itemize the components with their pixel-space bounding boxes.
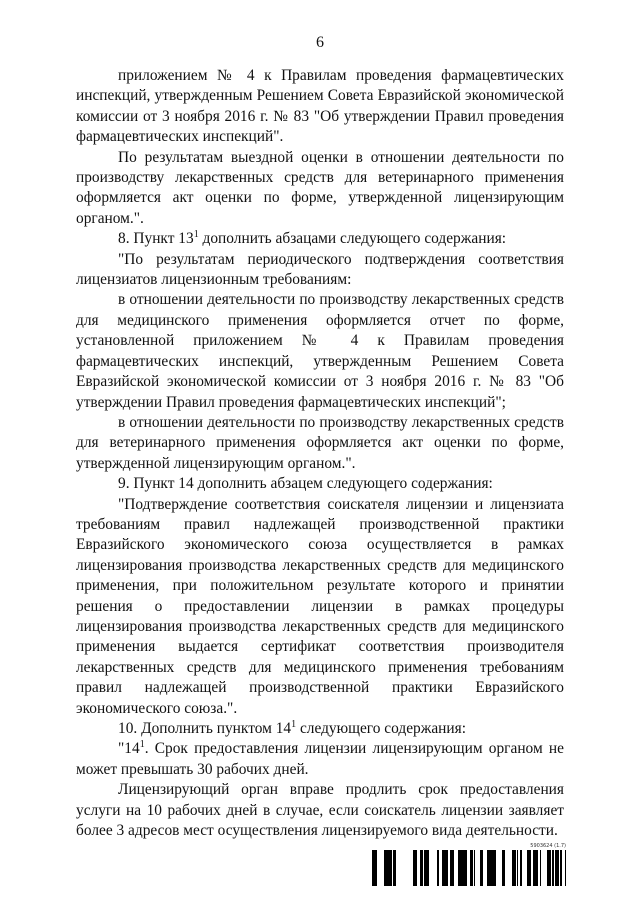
barcode-bar: [512, 850, 513, 886]
paragraph: "По результатам периодического подтверждения соответствия лицензиатов лицензионным требованиям:: [76, 250, 564, 289]
barcode-bar: [445, 850, 448, 886]
document-code: 5903624 (1.7): [530, 843, 566, 849]
paragraph-text: следующего содержания:: [296, 720, 467, 737]
barcode-bar: [494, 850, 496, 886]
barcode-bar: [550, 850, 551, 886]
paragraph-text: . Срок предоставления лицензии лицензирующим органом не может превышать 30 рабочих дней.: [76, 740, 564, 778]
paragraph-text: 8. Пункт 13: [118, 230, 194, 248]
barcode-bar: [466, 850, 467, 886]
barcode-bar: [540, 850, 541, 886]
barcode-bar: [503, 850, 504, 886]
barcode-bar: [420, 850, 422, 886]
superscript: 1: [291, 718, 297, 730]
barcode-bar: [474, 850, 475, 886]
paragraph: приложением № 4 к Правилам проведения фармацевтических инспекций, утвержденным Решением Совета Евразийской экономической комиссии от 3 ноября 2016 г. № 83 "Об утверждении Правил проведения фармацевтических инспекций".: [76, 67, 564, 146]
paragraph: Лицензирующий орган вправе продлить срок предоставления услуги на 10 рабочих дней в случае, если соискатель лицензии заявляет более 3 адресов мест осуществления лицензируемого вида деятельности.: [76, 781, 564, 840]
paragraph: в отношении деятельности по производству лекарственных средств для ветеринарного применения оформляется акт оценки по форме, утвержденной лицензирующим органом.".: [76, 413, 564, 472]
paragraph: По результатам выездной оценки в отношении деятельности по производству лекарственных средств для ветеринарного применения оформляется акт оценки по форме, утвержденной лицензирующим органом.".: [76, 148, 564, 227]
barcode-bar: [391, 850, 392, 886]
barcode-bar: [535, 850, 538, 886]
superscript: 1: [139, 739, 145, 751]
barcode-bar: [489, 850, 491, 886]
barcode-bar: [428, 850, 429, 886]
paragraph-text: дополнить абзацами следующего содержания:: [198, 230, 507, 248]
barcode-bar: [480, 850, 482, 886]
page-number: 6: [316, 34, 324, 51]
barcode-bar: [520, 850, 522, 886]
barcode-bar: [374, 850, 377, 886]
barcode-bar: [425, 850, 426, 886]
barcode-bar: [547, 850, 549, 886]
barcode-bar: [560, 850, 561, 886]
paragraph-text: "14: [118, 740, 140, 758]
barcode-bar: [565, 850, 566, 886]
barcode-bar: [527, 850, 528, 886]
paragraph: [76, 739, 564, 780]
barcode-bar: [437, 850, 438, 886]
barcode-bar: [389, 850, 391, 886]
barcode-bar: [426, 850, 428, 886]
barcode-bar: [395, 850, 396, 886]
barcode-bar: [556, 850, 557, 886]
barcode-bar: [444, 850, 445, 886]
barcode-bar: [452, 850, 454, 886]
barcode-bar: [549, 850, 550, 886]
barcode-bar: [461, 850, 464, 886]
paragraph: 9. Пункт 14 дополнить абзацем следующего содержания:: [118, 475, 493, 493]
barcode-bar: [393, 850, 395, 886]
barcode-bar: [517, 850, 518, 886]
barcode-bar: [557, 850, 559, 886]
barcode-bar: [504, 850, 505, 886]
barcode-bar: [424, 850, 425, 886]
barcode-bar: [416, 850, 417, 886]
barcode-bar: [533, 850, 534, 886]
barcode-bar: [450, 850, 452, 886]
superscript: 1: [193, 229, 199, 241]
barcode-bar: [443, 850, 444, 886]
barcode-bar: [438, 850, 439, 886]
barcode-bar: [488, 850, 489, 886]
barcode-bar: [552, 850, 554, 886]
barcode-bar: [491, 850, 494, 886]
barcode-bar: [464, 850, 466, 886]
barcode-bar: [388, 850, 389, 886]
paragraph: в отношении деятельности по производству лекарственных средств для медицинского применения оформляется отчет по форме, установленной приложением № 4 к Правилам проведения фармацевтических инспекций, утвержденным Решением Совета Евразийской экономической комиссии от 3 ноября 2016 г. № 83 "Об утверждении Правил проведения фармацевтических инспекций";: [76, 291, 564, 411]
barcode-bar: [487, 850, 488, 886]
barcode-bar: [502, 850, 503, 886]
barcode: [372, 850, 566, 886]
barcode-bar: [528, 850, 531, 886]
barcode-bar: [372, 850, 374, 886]
barcode-bar: [442, 850, 443, 886]
barcode-bar: [386, 850, 387, 886]
barcode-bar: [555, 850, 556, 886]
barcode-bar: [422, 850, 423, 886]
barcode-bar: [413, 850, 416, 886]
barcode-bar: [470, 850, 473, 886]
paragraph-text: 10. Дополнить пунктом 14: [118, 720, 292, 737]
barcode-bar: [482, 850, 483, 886]
paragraph: [76, 229, 564, 249]
barcode-bar: [387, 850, 388, 886]
barcode-bar: [534, 850, 535, 886]
document-body: [76, 66, 564, 841]
paragraph: "Подтверждение соответствия соискателя лицензии и лицензиата требованиям правил надлежащей производственной практики Евразийского экономического союза осуществляется в рамках лицензирования производства лекарственных средств для медицинского применения, при положительном результате которого и принятии решения о предоставлении лицензии в рамках процедуры лицензирования производства лекарственных средств для медицинского применения выдается сертификат соответствия производителя лекарственных средств для медицинского применения требованиям правил надлежащей производственной практики Евразийского экономического союза.".: [76, 495, 564, 717]
barcode-bar: [384, 850, 386, 886]
barcode-bar: [561, 850, 562, 886]
paragraph: [76, 719, 564, 739]
barcode-bar: [458, 850, 460, 886]
barcode-bar: [460, 850, 461, 886]
barcode-bar: [513, 850, 516, 886]
